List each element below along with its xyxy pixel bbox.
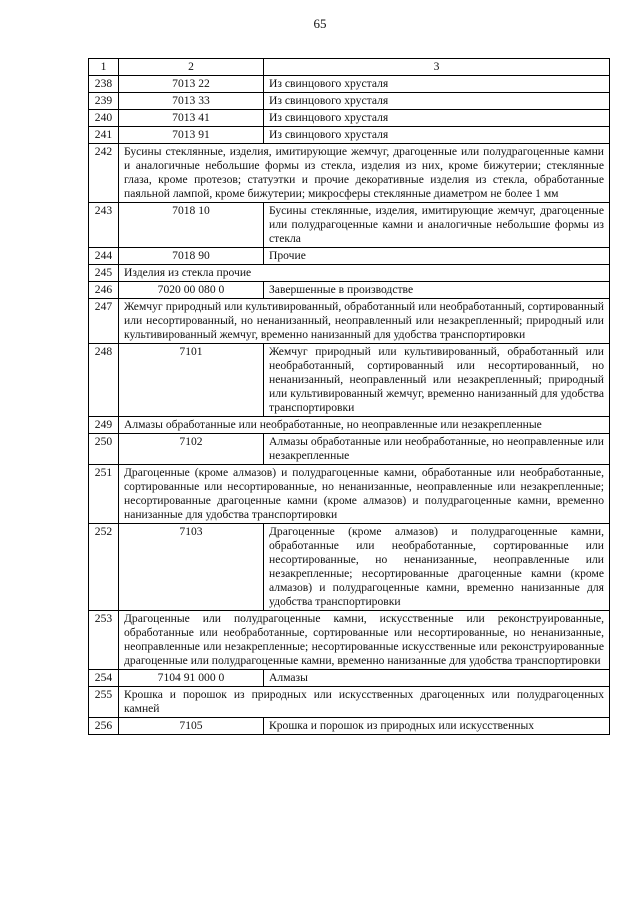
row-description: Из свинцового хрусталя xyxy=(264,110,610,127)
row-number: 256 xyxy=(89,718,119,735)
header-col-3: 3 xyxy=(264,59,610,76)
row-description: Бусины стеклянные, изделия, имитирующие жемчуг, драгоценные или полудрагоценные камни и аналогичные небольшие формы из стекла, изделия из них, кроме бижутерии; стеклянные глаза, кроме протезов; статуэтки и прочие декоративные изделия из стекла, обработанные паяльной лампой, кроме бижутерии; микросферы стеклянные диаметром не более 1 мм xyxy=(119,144,610,203)
row-number: 240 xyxy=(89,110,119,127)
row-number: 246 xyxy=(89,282,119,299)
table-row xyxy=(89,93,610,110)
row-code: 7105 xyxy=(119,718,264,735)
row-number: 254 xyxy=(89,670,119,687)
row-number: 253 xyxy=(89,611,119,670)
table-row xyxy=(89,687,610,718)
row-code: 7102 xyxy=(119,434,264,465)
table-row xyxy=(89,611,610,670)
row-number: 242 xyxy=(89,144,119,203)
row-description: Прочие xyxy=(264,248,610,265)
row-number: 251 xyxy=(89,465,119,524)
row-description: Драгоценные (кроме алмазов) и полудрагоценные камни, обработанные или необработанные, сортированные или несортированные, но ненанизанные, неоправленные или незакрепленные; несортированные драгоценные камни (кроме алмазов) и полудрагоценные камни, временно нанизанные для удобства транспортировки xyxy=(119,465,610,524)
table-row xyxy=(89,248,610,265)
row-description: Крошка и порошок из природных или искусственных xyxy=(264,718,610,735)
row-number: 244 xyxy=(89,248,119,265)
row-description: Из свинцового хрусталя xyxy=(264,127,610,144)
table-row xyxy=(89,110,610,127)
row-number: 238 xyxy=(89,76,119,93)
table-row xyxy=(89,434,610,465)
table-row xyxy=(89,144,610,203)
row-description: Жемчуг природный или культивированный, обработанный или необработанный, сортированный или несортированный, но ненанизанный, неоправленный или незакрепленный; природный или культивированный жемчуг, временно нанизанный для удобства транспортировки xyxy=(264,344,610,417)
table-header-row xyxy=(89,59,610,76)
row-code: 7013 22 xyxy=(119,76,264,93)
table-row xyxy=(89,524,610,611)
row-code: 7103 xyxy=(119,524,264,611)
table-row xyxy=(89,203,610,248)
row-number: 241 xyxy=(89,127,119,144)
table-row xyxy=(89,127,610,144)
table-row xyxy=(89,265,610,282)
row-code: 7104 91 000 0 xyxy=(119,670,264,687)
row-number: 255 xyxy=(89,687,119,718)
table-row xyxy=(89,282,610,299)
row-code: 7013 41 xyxy=(119,110,264,127)
row-description: Изделия из стекла прочие xyxy=(119,265,610,282)
row-number: 243 xyxy=(89,203,119,248)
row-description: Алмазы xyxy=(264,670,610,687)
row-description: Завершенные в производстве xyxy=(264,282,610,299)
row-description: Жемчуг природный или культивированный, обработанный или необработанный, сортированный или несортированный, но ненанизанный, неоправленный или незакрепленный; природный или культивированный жемчуг, временно нанизанный для удобства транспортировки xyxy=(119,299,610,344)
row-description: Алмазы обработанные или необработанные, но неоправленные или незакрепленные xyxy=(264,434,610,465)
row-code: 7101 xyxy=(119,344,264,417)
row-code: 7018 10 xyxy=(119,203,264,248)
goods-table xyxy=(88,58,610,735)
table-row xyxy=(89,465,610,524)
row-description: Из свинцового хрусталя xyxy=(264,93,610,110)
table-row xyxy=(89,718,610,735)
row-code: 7020 00 080 0 xyxy=(119,282,264,299)
row-description: Бусины стеклянные, изделия, имитирующие жемчуг, драгоценные или полудрагоценные камни и аналогичные небольшие формы из стекла xyxy=(264,203,610,248)
header-col-1: 1 xyxy=(89,59,119,76)
header-col-2: 2 xyxy=(119,59,264,76)
row-description: Алмазы обработанные или необработанные, но неоправленные или незакрепленные xyxy=(119,417,610,434)
row-number: 239 xyxy=(89,93,119,110)
table-row xyxy=(89,299,610,344)
row-number: 248 xyxy=(89,344,119,417)
table-row xyxy=(89,344,610,417)
table-row xyxy=(89,76,610,93)
row-code: 7013 33 xyxy=(119,93,264,110)
row-code: 7013 91 xyxy=(119,127,264,144)
row-number: 245 xyxy=(89,265,119,282)
page-number: 65 xyxy=(313,16,327,31)
row-description: Крошка и порошок из природных или искусственных драгоценных или полудрагоценных камней xyxy=(119,687,610,718)
row-description: Из свинцового хрусталя xyxy=(264,76,610,93)
row-description: Драгоценные (кроме алмазов) и полудрагоценные камни, обработанные или необработанные, сортированные или несортированные, но ненанизанные, неоправленные или незакрепленные; несортированные драгоценные камни (кроме алмазов) и полудрагоценные камни, временно нанизанные для удобства транспортировки xyxy=(264,524,610,611)
row-code: 7018 90 xyxy=(119,248,264,265)
table-row xyxy=(89,417,610,434)
row-number: 252 xyxy=(89,524,119,611)
table-row xyxy=(89,670,610,687)
row-number: 249 xyxy=(89,417,119,434)
row-description: Драгоценные или полудрагоценные камни, искусственные или реконструированные, обработанные или необработанные, сортированные или несортированные, но ненанизанные, неоправленные или незакрепленные; несортированные искусственные или реконструированные драгоценные или полудрагоценные камни, временно нанизанные для удобства транспортировки xyxy=(119,611,610,670)
row-number: 250 xyxy=(89,434,119,465)
row-number: 247 xyxy=(89,299,119,344)
